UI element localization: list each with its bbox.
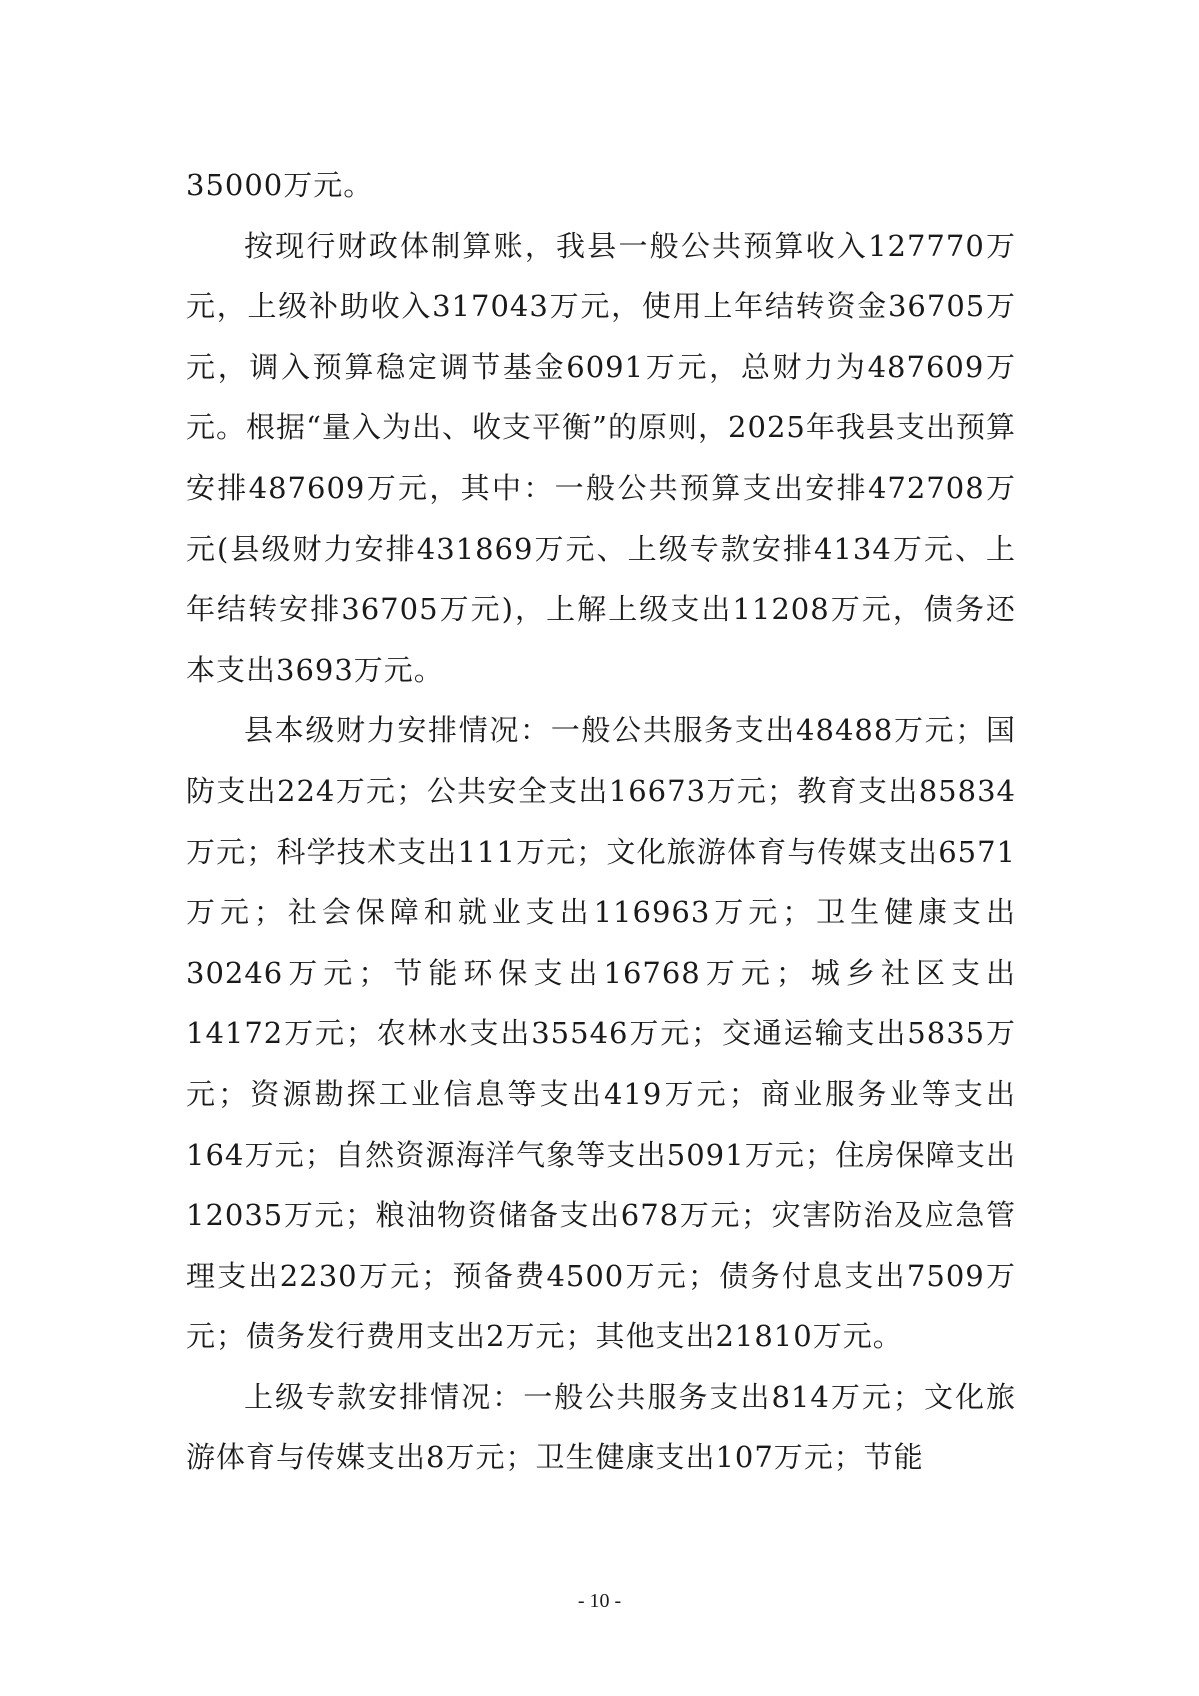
page-number: - 10 - bbox=[577, 1590, 622, 1612]
paragraph-superior-special-funds: 上级专款安排情况：一般公共服务支出814万元；文化旅游体育与传媒支出8万元；卫生健康支出107万元；节能 bbox=[186, 1379, 1016, 1475]
paragraph-continuation: 35000万元。 bbox=[186, 168, 374, 202]
document-body bbox=[186, 155, 1016, 1488]
paragraph-county-level-arrangement: 县本级财力安排情况：一般公共服务支出48488万元；国防支出224万元；公共安全支出16673万元；教育支出85834万元；科学技术支出111万元；文化旅游体育与传媒支出6571万元；社会保障和就业支出116963万元；卫生健康支出30246万元；节能环保支出16768万元；城乡社区支出14172万元；农林水支出35546万元；交通运输支出5835万元；资源勘探工业信息等支出419万元；商业服务业等支出164万元；自然资源海洋气象等支出5091万元；住房保障支出12035万元；粮油物资储备支出678万元；灾害防治及应急管理支出2230万元；预备费4500万元；债务付息支出7509万元；债务发行费用支出2万元；其他支出21810万元。 bbox=[186, 713, 1016, 1354]
paragraph-fiscal-summary: 按现行财政体制算账，我县一般公共预算收入127770万元，上级补助收入317043万元，使用上年结转资金36705万元，调入预算稳定调节基金6091万元，总财力为487609万元。根据“量入为出、收支平衡”的原则，2025年我县支出预算安排487609万元，其中：一般公共预算支出安排472708万元(县级财力安排431869万元、上级专款安排4134万元、上年结转安排36705万元)，上解上级支出11208万元，债务还本支出3693万元。 bbox=[186, 228, 1016, 687]
